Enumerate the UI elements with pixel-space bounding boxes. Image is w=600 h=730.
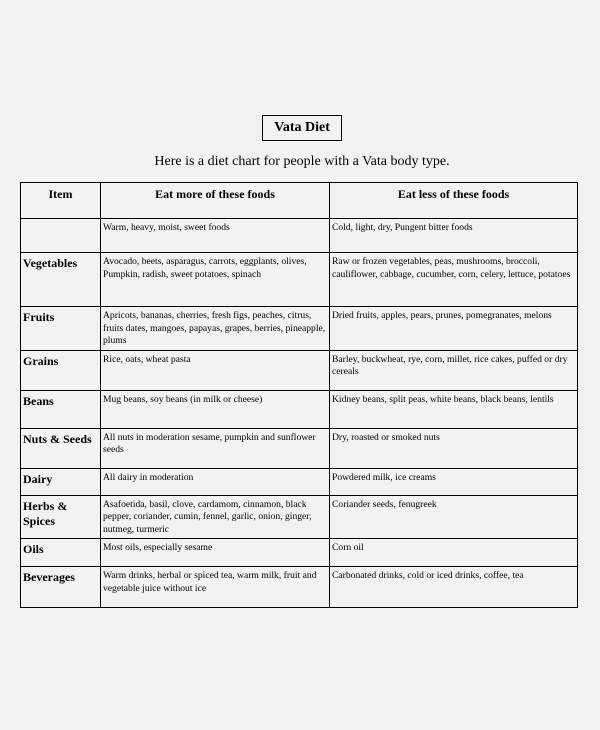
- table-row: [21, 253, 578, 307]
- table-row: [21, 495, 578, 539]
- table-row: [21, 539, 578, 567]
- header-item: Item: [21, 183, 101, 219]
- table-row: [21, 428, 578, 468]
- row-eat-less: Coriander seeds, fenugreek: [330, 495, 578, 539]
- table-row: [21, 567, 578, 608]
- row-eat-less: Cold, light, dry, Pungent bitter foods: [330, 219, 578, 253]
- document-subtitle: Here is a diet chart for people with a Vata body type.: [154, 154, 450, 169]
- row-eat-more: Most oils, especially sesame: [101, 539, 330, 567]
- row-eat-less: Dry, roasted or smoked nuts: [330, 428, 578, 468]
- table-row: [21, 307, 578, 351]
- row-item: Fruits: [21, 307, 101, 351]
- row-eat-more: All dairy in moderation: [101, 468, 330, 495]
- header-eat-less: Eat less of these foods: [330, 183, 578, 219]
- row-eat-less: Corn oil: [330, 539, 578, 567]
- table-row: [21, 468, 578, 495]
- row-eat-less: Dried fruits, apples, pears, prunes, pomegranates, melons: [330, 307, 578, 351]
- row-item: Vegetables: [21, 253, 101, 307]
- row-item: [21, 219, 101, 253]
- row-eat-more: Mug beans, soy beans (in milk or cheese): [101, 390, 330, 428]
- row-item: Beverages: [21, 567, 101, 608]
- table-row: [21, 390, 578, 428]
- row-item: Dairy: [21, 468, 101, 495]
- row-item: Grains: [21, 350, 101, 390]
- row-eat-less: Barley, buckwheat, rye, corn, millet, rice cakes, puffed or dry cereals: [330, 350, 578, 390]
- row-eat-more: Warm, heavy, moist, sweet foods: [101, 219, 330, 253]
- row-eat-less: Kidney beans, split peas, white beans, black beans, lentils: [330, 390, 578, 428]
- document-title: Vata Diet: [262, 115, 342, 141]
- row-eat-more: Warm drinks, herbal or spiced tea, warm milk, fruit and vegetable juice without ice: [101, 567, 330, 608]
- row-item: Oils: [21, 539, 101, 567]
- row-eat-more: Avocado, beets, asparagus, carrots, eggplants, olives, Pumpkin, radish, sweet potatoes, spinach: [101, 253, 330, 307]
- row-eat-less: Carbonated drinks, cold or iced drinks, coffee, tea: [330, 567, 578, 608]
- row-eat-more: Asafoetida, basil, clove, cardamom, cinnamon, black pepper, coriander, cumin, fennel, garlic, onion, ginger, nutmeg, turmeric: [101, 495, 330, 539]
- row-item: Herbs & Spices: [21, 495, 101, 539]
- row-eat-more: Apricots, bananas, cherries, fresh figs, peaches, citrus, fruits dates, mangoes, papayas, grapes, berries, pineapple, plums: [101, 307, 330, 351]
- row-eat-more: Rice, oats, wheat pasta: [101, 350, 330, 390]
- header-eat-more: Eat more of these foods: [101, 183, 330, 219]
- table-row: [21, 350, 578, 390]
- table-header-row: [21, 183, 578, 219]
- row-eat-more: All nuts in moderation sesame, pumpkin and sunflower seeds: [101, 428, 330, 468]
- row-item: Nuts & Seeds: [21, 428, 101, 468]
- table-row: [21, 219, 578, 253]
- row-item: Beans: [21, 390, 101, 428]
- diet-table: [20, 182, 578, 608]
- row-eat-less: Powdered milk, ice creams: [330, 468, 578, 495]
- row-eat-less: Raw or frozen vegetables, peas, mushrooms, broccoli, cauliflower, cabbage, cucumber, corn, celery, lettuce, potatoes: [330, 253, 578, 307]
